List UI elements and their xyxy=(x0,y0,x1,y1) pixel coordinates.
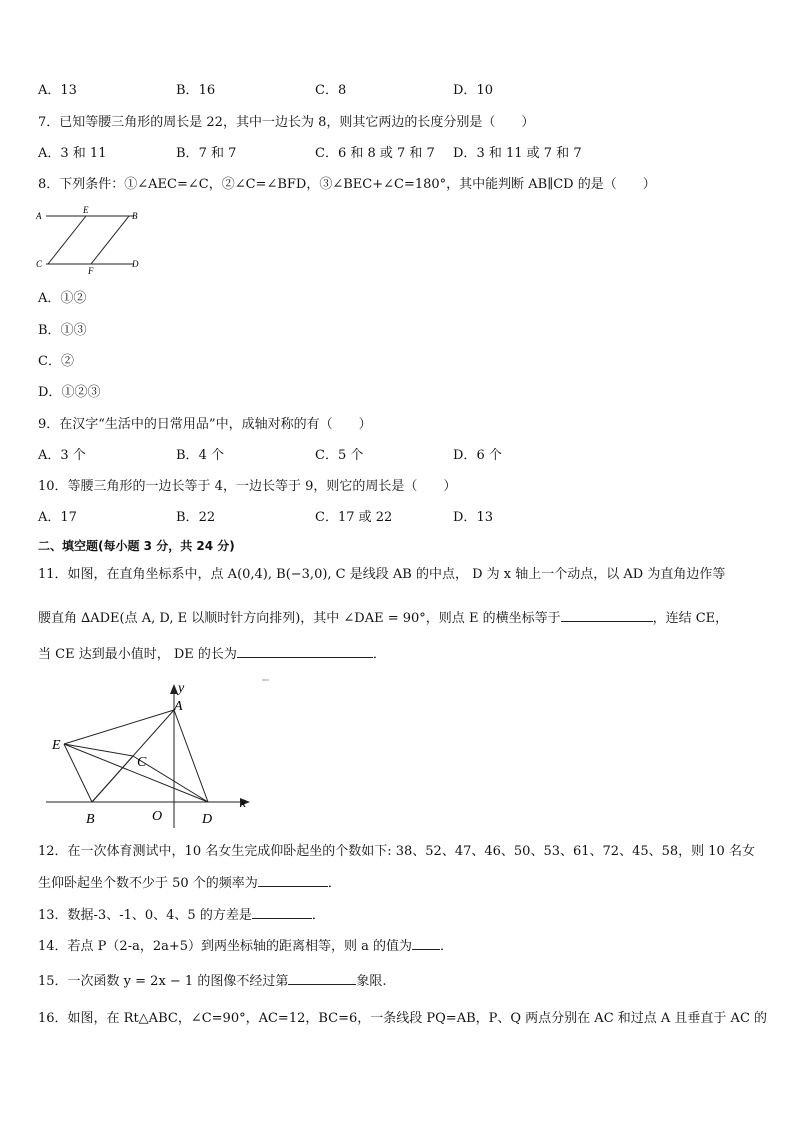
q11-label-c: C xyxy=(137,755,147,770)
q7-option-a: A．3 和 11 xyxy=(38,146,107,161)
q14-line xyxy=(38,937,453,955)
q6-option-b: B．16 xyxy=(176,83,216,98)
q11-line-3-text: 当 CE 达到最小值时， DE 的长为 xyxy=(38,647,237,662)
q8-label-e: E xyxy=(83,205,89,215)
q13-text: 13．数据-3、-1、0、4、5 的方差是 xyxy=(38,908,252,923)
q8-parallelogram-figure xyxy=(34,204,154,276)
q11-label-a: A xyxy=(174,699,183,714)
q15-line xyxy=(38,972,386,990)
section-title-fill-in: 二、填空题(每小题 3 分，共 24 分) xyxy=(38,539,235,553)
q12-answer-blank[interactable] xyxy=(258,874,328,887)
q9-stem: 9．在汉字“生活中的日常用品”中，成轴对称的有（ ） xyxy=(38,417,372,432)
q10-option-a: A．17 xyxy=(38,510,77,525)
q8-option-c: C．② xyxy=(38,354,74,369)
q15-answer-blank[interactable] xyxy=(288,972,356,985)
q11-label-y: y xyxy=(178,681,185,696)
q7-option-b: B．7 和 7 xyxy=(176,146,237,161)
q11-label-b: B xyxy=(86,812,95,827)
q15-text: 15．一次函数 y = 2x − 1 的图像不经过第 xyxy=(38,974,289,989)
q10-option-b: B．22 xyxy=(176,510,216,525)
q8-option-b: B．①③ xyxy=(38,323,87,338)
q14-answer-blank[interactable] xyxy=(412,937,440,950)
q9-option-b: B．4 个 xyxy=(176,448,224,463)
q8-label-c: C xyxy=(36,259,43,269)
q6-option-a: A．13 xyxy=(38,83,77,98)
q16-line-1: 16．如图，在 Rt△ABC，∠C=90°，AC=12，BC=6，一条线段 PQ=AB，P、Q 两点分别在 AC 和过点 A 且垂直于 AC 的 xyxy=(38,1011,768,1026)
q6-option-c: C．8 xyxy=(315,83,347,98)
q13-line xyxy=(38,906,325,924)
q11-label-d: D xyxy=(202,812,213,827)
q13-tail: ． xyxy=(311,908,325,923)
q10-stem: 10．等腰三角形的一边长等于 4，一边长等于 9，则它的周长是（ ） xyxy=(38,479,457,494)
q11-line-3-tail: ． xyxy=(372,647,386,662)
q13-answer-blank[interactable] xyxy=(252,906,312,919)
q7-option-d: D．3 和 11 或 7 和 7 xyxy=(453,146,582,161)
q10-option-c: C．17 或 22 xyxy=(315,510,393,525)
q15-tail: 象限. xyxy=(356,974,387,989)
q8-label-d: D xyxy=(132,259,139,269)
q8-stem: 8．下列条件：①∠AEC=∠C，②∠C=∠BFD，③∠BEC+∠C=180°，其中能判断 AB∥CD 的是（ ） xyxy=(38,177,656,192)
q12-line-2 xyxy=(38,874,341,892)
q14-tail: ． xyxy=(440,939,454,954)
q7-option-c: C．6 和 8 或 7 和 7 xyxy=(315,146,435,161)
q7-stem: 7．已知等腰三角形的周长是 22，其中一边长为 8，则其它两边的长度分别是（ ） xyxy=(38,115,535,130)
q11-label-o: O xyxy=(152,809,163,824)
q11-answer-blank-1[interactable] xyxy=(561,609,653,622)
q10-option-d: D．13 xyxy=(453,510,493,525)
q14-text: 14．若点 P（2-a，2a+5）到两坐标轴的距离相等，则 a 的值为 xyxy=(38,939,413,954)
q11-line-2-text: 腰直角 ∆ADE(点 A, D, E 以顺时针方向排列)，其中 ∠DAE = 90°，则点 E 的横坐标等于 xyxy=(38,611,561,626)
q11-line-1: 11．如图，在直角坐标系中，点 A(0,4), B(−3,0), C 是线段 AB 的中点， D 为 x 轴上一个动点，以 AD 为直角边作等 xyxy=(38,567,726,582)
q12-line-1: 12．在一次体育测试中，10 名女生完成仰卧起坐的个数如下: 38、52、47、46、50、53、61、72、45、58，则 10 名女 xyxy=(38,844,755,859)
q11-line-3 xyxy=(38,645,386,663)
q12-line-2-tail: ． xyxy=(327,876,341,891)
q8-label-a: A xyxy=(36,211,42,221)
q8-label-f: F xyxy=(88,266,94,276)
q12-line-2-text: 生仰卧起坐个数不少于 50 个的频率为 xyxy=(38,876,258,891)
q9-option-a: A．3 个 xyxy=(38,448,86,463)
q11-label-x: x xyxy=(240,796,247,811)
q8-option-d: D．①②③ xyxy=(38,385,101,400)
q11-label-e: E xyxy=(52,738,61,753)
q11-line-2 xyxy=(38,609,728,627)
q11-line-2-tail: ，连结 CE， xyxy=(652,611,729,626)
q9-option-d: D．6 个 xyxy=(453,448,502,463)
q8-option-a: A．①② xyxy=(38,291,87,306)
q9-option-c: C．5 个 xyxy=(315,448,364,463)
q11-coordinate-figure xyxy=(40,676,270,832)
q8-label-b: B xyxy=(132,211,138,221)
q11-answer-blank-2[interactable] xyxy=(237,645,373,658)
q6-option-d: D．10 xyxy=(453,83,493,98)
